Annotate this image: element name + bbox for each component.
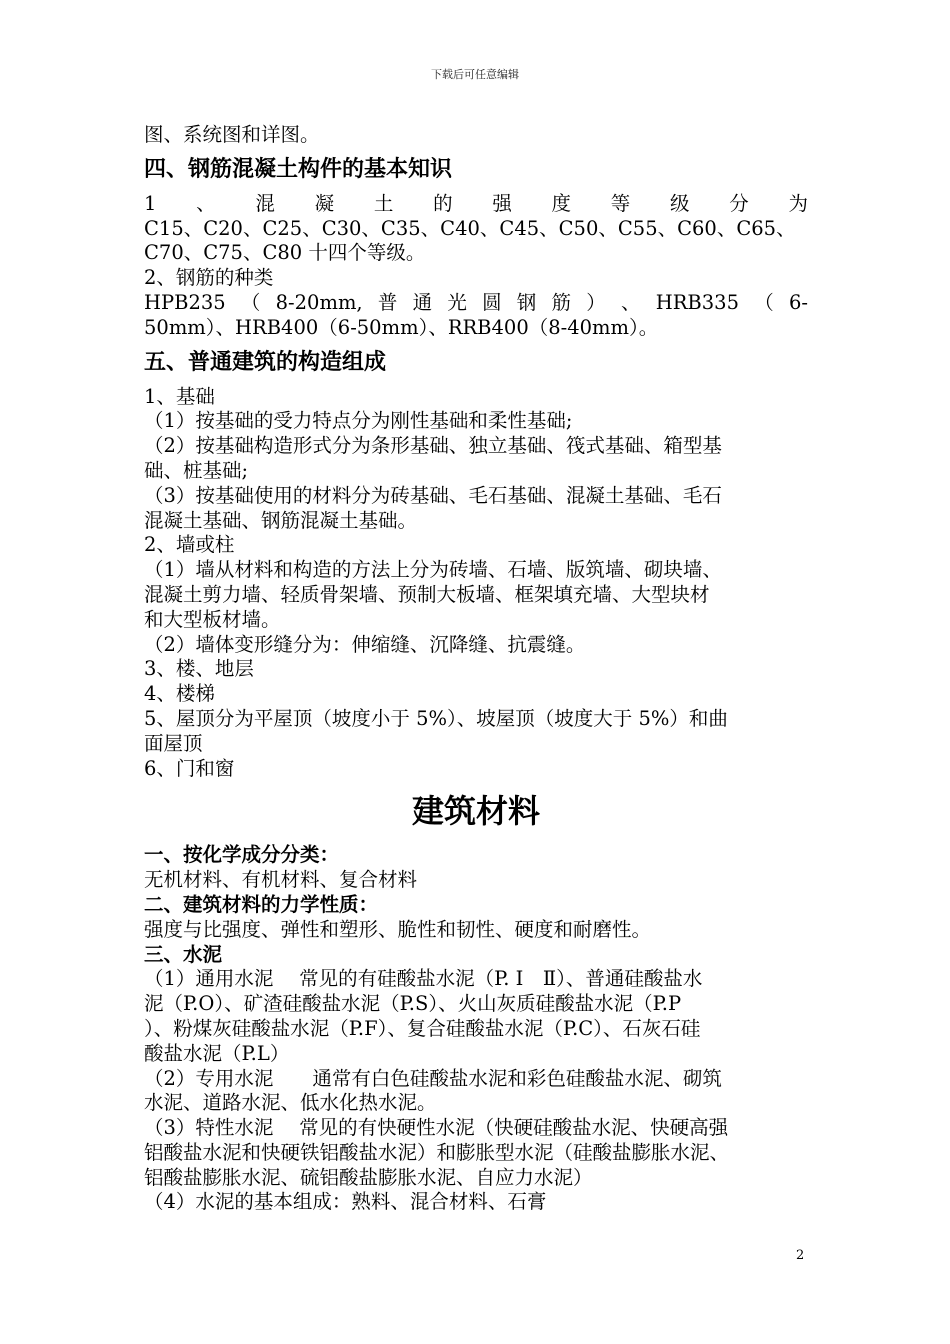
justified-token: 度: [551, 191, 572, 215]
cement-heading: 三、水泥: [144, 942, 223, 966]
justified-token: （: [754, 290, 774, 314]
body-line: （1）通用水泥 常见的有硅酸盐水泥（P. Ⅰ Ⅱ）、普通硅酸盐水: [144, 967, 703, 991]
justified-token: 、: [196, 191, 216, 215]
body-line: ）、粉煤灰硅酸盐水泥（P.F）、复合硅酸盐水泥（P.C）、石灰石硅: [144, 1016, 701, 1040]
rebar-types-continued: 50mm）、HRB400（6-50mm）、RRB400（8-40mm）。: [144, 315, 659, 339]
body-line: （1）墙从材料和构造的方法上分为砖墙、石墙、版筑墙、砌块墙、: [144, 558, 722, 582]
justified-token: 钢: [516, 290, 537, 314]
justified-token: 1: [144, 191, 157, 215]
body-line: （2）按基础构造形式分为条形基础、独立基础、筏式基础、箱型基: [144, 434, 722, 458]
concrete-grade-list-1: C15、C20、C25、C30、C35、C40、C45、C50、C55、C60、C65、: [144, 216, 796, 240]
justified-token: 混: [255, 191, 275, 215]
body-line: （3）按基础使用的材料分为砖基础、毛石基础、混凝土基础、毛石: [144, 483, 722, 507]
justified-token: 筋: [551, 290, 572, 314]
document-body: [144, 123, 808, 1215]
body-line: 5、屋顶分为平屋顶（坡度小于 5%）、坡屋顶（坡度大于 5%）和曲: [144, 706, 728, 730]
body-line: 6、门和窗: [144, 756, 235, 780]
section-5-heading: 五、普通建筑的构造组成: [144, 348, 387, 375]
justified-token: 级: [670, 191, 690, 215]
page-number: 2: [796, 1248, 805, 1263]
body-line: 混凝土剪力墙、轻质骨架墙、预制大板墙、框架填充墙、大型块材: [144, 582, 710, 606]
body-line: （2）墙体变形缝分为：伸缩缝、沉降缝、抗震缝。: [144, 632, 586, 656]
body-line: 1、基础: [144, 384, 215, 408]
justified-token: 土: [373, 191, 394, 215]
body-line: 4、楼梯: [144, 682, 215, 706]
body-line: 础、桩基础;: [144, 458, 249, 482]
justified-token: 圆: [482, 290, 502, 314]
body-line: 面屋顶: [144, 731, 203, 755]
justified-token: 分: [729, 191, 749, 215]
main-title: 建筑材料: [411, 792, 540, 831]
body-line: 铝酸盐膨胀水泥、硫铝酸盐膨胀水泥、自应力水泥）: [144, 1165, 593, 1189]
justified-token: （: [240, 290, 261, 314]
body-line: （2）专用水泥 通常有白色硅酸盐水泥和彩色硅酸盐水泥、砌筑: [144, 1066, 722, 1090]
justified-token: 通: [412, 290, 433, 314]
concrete-grade-line: [144, 192, 808, 217]
justified-token: 、: [621, 290, 641, 314]
body-line: （1）按基础的受力特点分为刚性基础和柔性基础;: [144, 409, 573, 433]
justified-token: 为: [788, 191, 808, 215]
justified-token: 的: [433, 191, 453, 215]
justified-token: HPB235: [144, 290, 226, 314]
justified-token: ）: [586, 290, 606, 314]
body-line: 铝酸盐水泥和快硬铁铝酸盐水泥）和膨胀型水泥（硅酸盐膨胀水泥、: [144, 1140, 730, 1164]
body-line: 3、楼、地层: [144, 657, 254, 681]
justified-token: 凝: [314, 191, 335, 215]
rebar-types-line: [144, 291, 808, 316]
body-line: 水泥、道路水泥、低水化热水泥。: [144, 1091, 437, 1115]
body-line: 混凝土基础、钢筋混凝土基础。: [144, 508, 418, 532]
mechanical-properties-heading: 二、建筑材料的力学性质：: [144, 892, 379, 916]
body-line: 2、墙或柱: [144, 533, 235, 557]
concrete-grade-list-2: C70、C75、C80 十四个等级。: [144, 241, 426, 265]
justified-token: HRB335: [655, 290, 739, 314]
body-line: 泥（P.O）、矿渣硅酸盐水泥（P.S）、火山灰质硅酸盐水泥（P.P: [144, 992, 682, 1016]
materials-classification-heading: 一、按化学成分分类：: [144, 843, 340, 867]
body-line: 和大型板材墙。: [144, 607, 281, 631]
body-line: （4）水泥的基本组成：熟料、混合材料、石膏: [144, 1190, 547, 1214]
page-header: 下载后可任意编辑: [431, 68, 519, 81]
intro-line: 图、系统图和详图。: [144, 123, 320, 146]
justified-token: 普: [377, 290, 398, 314]
justified-token: 光: [447, 290, 467, 314]
materials-classification-text: 无机材料、有机材料、复合材料: [144, 868, 418, 892]
rebar-types-label: 2、钢筋的种类: [144, 266, 274, 290]
cement-body: [144, 967, 808, 1215]
justified-token: 8-20mm,: [275, 290, 363, 314]
justified-token: 强: [492, 191, 512, 215]
justified-token: 6-: [788, 290, 808, 314]
body-line: 酸盐水泥（P.L）: [144, 1041, 290, 1065]
body-line: （3）特性水泥 常见的有快硬性水泥（快硬硅酸盐水泥、快硬高强: [144, 1116, 729, 1140]
mechanical-properties-text: 强度与比强度、弹性和塑形、脆性和韧性、硬度和耐磨性。: [144, 917, 652, 941]
justified-token: 等: [610, 191, 631, 215]
section-5-body: [144, 385, 808, 782]
section-4-heading: 四、钢筋混凝土构件的基本知识: [144, 155, 453, 182]
